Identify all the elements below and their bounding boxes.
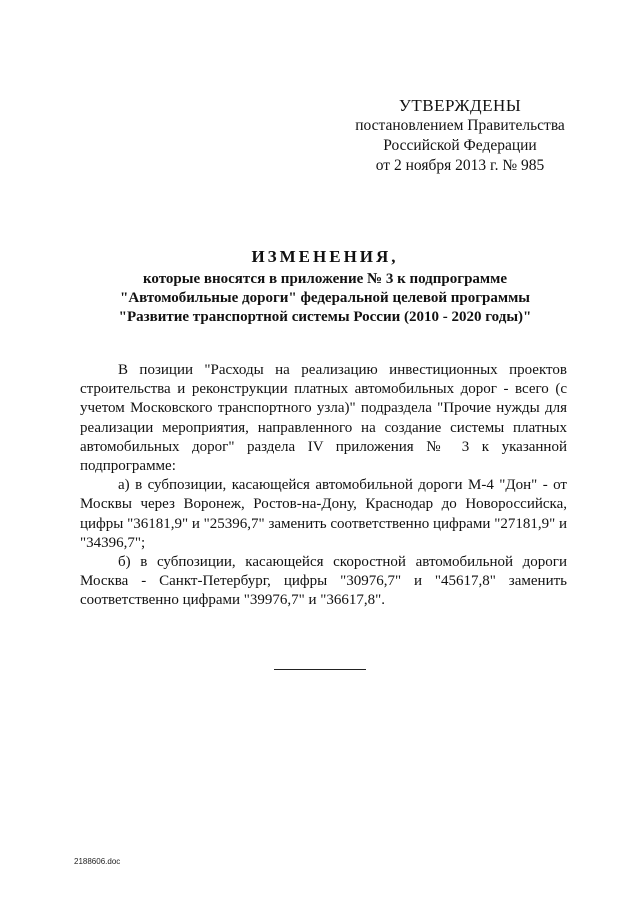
item-b-paragraph: б) в субпозиции, касающейся скоростной автомобильной дороги Москва - Санкт-Петербург, цифры "30976,7" и "45617,8" заменить соответственно цифрами "39976,7" и "36617,8".: [80, 554, 567, 609]
approval-line-1: постановлением Правительства: [355, 117, 565, 134]
approval-title: УТВЕРЖДЕНЫ: [398, 96, 522, 115]
document-title: ИЗМЕНЕНИЯ,: [251, 247, 399, 266]
document-body: [80, 361, 567, 611]
item-a-paragraph: а) в субпозиции, касающейся автомобильной дороги М-4 "Дон" - от Москвы через Воронеж, Ростов-на-Дону, Краснодар до Новороссийска, цифры "36181,9" и "25396,7" заменить соответственно цифрами "27181,9" и "34396,7";: [80, 477, 567, 551]
approval-line-3: от 2 ноября 2013 г. № 985: [375, 157, 545, 174]
approval-line-2: Российской Федерации: [383, 137, 537, 154]
document-heading: [60, 244, 590, 327]
heading-line-2: "Автомобильные дороги" федеральной целевой программы: [120, 290, 530, 306]
approval-block: [340, 96, 580, 176]
heading-line-3: "Развитие транспортной системы России (2010 - 2020 годы)": [118, 309, 532, 325]
file-name-label: 2188606.doc: [74, 857, 121, 866]
heading-line-1: которые вносятся в приложение № 3 к подпрограмме: [142, 271, 507, 287]
separator-line: [274, 669, 366, 670]
intro-paragraph: В позиции "Расходы на реализацию инвестиционных проектов строительства и реконструкции платных автомобильных дорог - всего (с учетом Московского транспортного узла)" подраздела "Прочие нужды для реализации мероприятия, направленного на создание системы платных автомобильных дорог" раздела IV приложения № 3 к указанной подпрограмме:: [80, 362, 567, 475]
